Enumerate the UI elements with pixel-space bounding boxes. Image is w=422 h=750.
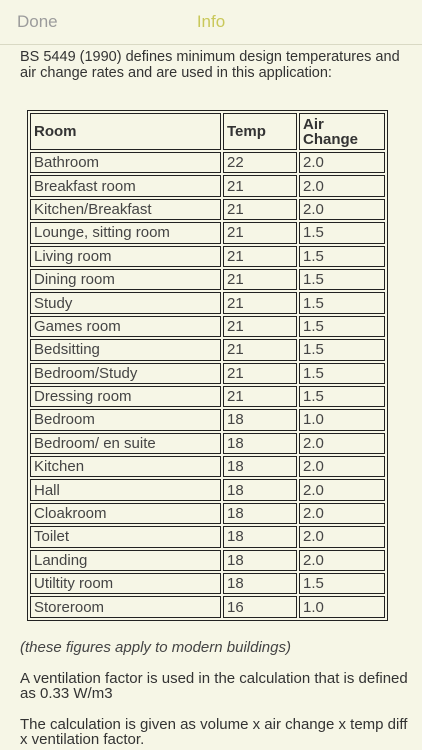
cell-temp: 18 xyxy=(223,433,297,454)
cell-temp: 18 xyxy=(223,409,297,430)
cell-room: Storeroom xyxy=(30,596,221,617)
intro-text: BS 5449 (1990) defines minimum design temperatures and air change rates and are used in this application: xyxy=(20,49,400,81)
cell-room: Toilet xyxy=(30,526,221,547)
cell-temp: 22 xyxy=(223,152,297,173)
cell-room: Landing xyxy=(30,550,221,571)
room-temperature-table xyxy=(27,110,388,621)
cell-room: Kitchen/Breakfast xyxy=(30,199,221,220)
cell-air-change: 1.0 xyxy=(299,409,385,430)
cell-temp: 21 xyxy=(223,386,297,407)
cell-air-change: 2.0 xyxy=(299,433,385,454)
cell-air-change: 2.0 xyxy=(299,503,385,524)
cell-temp: 21 xyxy=(223,269,297,290)
done-button[interactable]: Done xyxy=(17,12,58,31)
table-body xyxy=(30,152,385,618)
cell-room: Dressing room xyxy=(30,386,221,407)
cell-air-change: 2.0 xyxy=(299,199,385,220)
cell-air-change: 1.5 xyxy=(299,292,385,313)
table-row xyxy=(30,573,385,594)
table-row xyxy=(30,526,385,547)
cell-air-change: 1.5 xyxy=(299,573,385,594)
navigation-bar xyxy=(0,0,422,45)
cell-room: Dining room xyxy=(30,269,221,290)
cell-room: Bedroom/ en suite xyxy=(30,433,221,454)
table-row xyxy=(30,199,385,220)
cell-room: Utiltity room xyxy=(30,573,221,594)
page-title: Info xyxy=(196,12,226,31)
cell-air-change: 2.0 xyxy=(299,479,385,500)
table-row xyxy=(30,503,385,524)
cell-temp: 21 xyxy=(223,363,297,384)
cell-temp: 18 xyxy=(223,573,297,594)
cell-air-change: 1.5 xyxy=(299,316,385,337)
cell-room: Living room xyxy=(30,246,221,267)
cell-temp: 18 xyxy=(223,550,297,571)
cell-temp: 18 xyxy=(223,503,297,524)
cell-temp: 21 xyxy=(223,175,297,196)
table-row xyxy=(30,246,385,267)
cell-temp: 21 xyxy=(223,222,297,243)
header-temp: Temp xyxy=(223,113,297,150)
table-row xyxy=(30,456,385,477)
cell-air-change: 1.5 xyxy=(299,339,385,360)
cell-room: Study xyxy=(30,292,221,313)
note-text: (these figures apply to modern buildings) xyxy=(20,639,291,656)
cell-temp: 16 xyxy=(223,596,297,617)
table-row xyxy=(30,222,385,243)
header-air-line1: Air xyxy=(303,115,324,133)
cell-temp: 21 xyxy=(223,292,297,313)
table-row xyxy=(30,152,385,173)
table-row xyxy=(30,175,385,196)
cell-air-change: 1.5 xyxy=(299,386,385,407)
cell-air-change: 1.5 xyxy=(299,269,385,290)
cell-air-change: 2.0 xyxy=(299,526,385,547)
cell-temp: 21 xyxy=(223,246,297,267)
cell-air-change: 1.5 xyxy=(299,363,385,384)
table-row xyxy=(30,386,385,407)
cell-air-change: 1.5 xyxy=(299,246,385,267)
cell-air-change: 1.0 xyxy=(299,596,385,617)
table-row xyxy=(30,433,385,454)
table-row xyxy=(30,269,385,290)
cell-temp: 18 xyxy=(223,479,297,500)
header-air-change xyxy=(299,113,385,150)
cell-room: Cloakroom xyxy=(30,503,221,524)
cell-room: Bedroom xyxy=(30,409,221,430)
table-row xyxy=(30,363,385,384)
cell-temp: 18 xyxy=(223,456,297,477)
cell-air-change: 2.0 xyxy=(299,550,385,571)
cell-room: Breakfast room xyxy=(30,175,221,196)
header-room: Room xyxy=(30,113,221,150)
cell-room: Kitchen xyxy=(30,456,221,477)
cell-air-change: 2.0 xyxy=(299,175,385,196)
cell-temp: 21 xyxy=(223,339,297,360)
cell-temp: 18 xyxy=(223,526,297,547)
ventilation-factor-text: A ventilation factor is used in the calculation that is defined as 0.33 W/m3 xyxy=(20,670,408,702)
table-row xyxy=(30,409,385,430)
table-row xyxy=(30,550,385,571)
cell-temp: 21 xyxy=(223,199,297,220)
header-air-line2: Change xyxy=(303,130,359,148)
cell-room: Bedsitting xyxy=(30,339,221,360)
cell-air-change: 2.0 xyxy=(299,152,385,173)
table-row xyxy=(30,596,385,617)
calculation-text: The calculation is given as volume x air change x temp diff x ventilation factor. xyxy=(20,716,408,748)
cell-room: Games room xyxy=(30,316,221,337)
cell-room: Lounge, sitting room xyxy=(30,222,221,243)
cell-air-change: 2.0 xyxy=(299,456,385,477)
cell-room: Bathroom xyxy=(30,152,221,173)
table-row xyxy=(30,316,385,337)
table-row xyxy=(30,479,385,500)
cell-room: Hall xyxy=(30,479,221,500)
cell-room: Bedroom/Study xyxy=(30,363,221,384)
table-header-row xyxy=(30,113,385,150)
cell-air-change: 1.5 xyxy=(299,222,385,243)
cell-temp: 21 xyxy=(223,316,297,337)
table-row xyxy=(30,339,385,360)
table-row xyxy=(30,292,385,313)
